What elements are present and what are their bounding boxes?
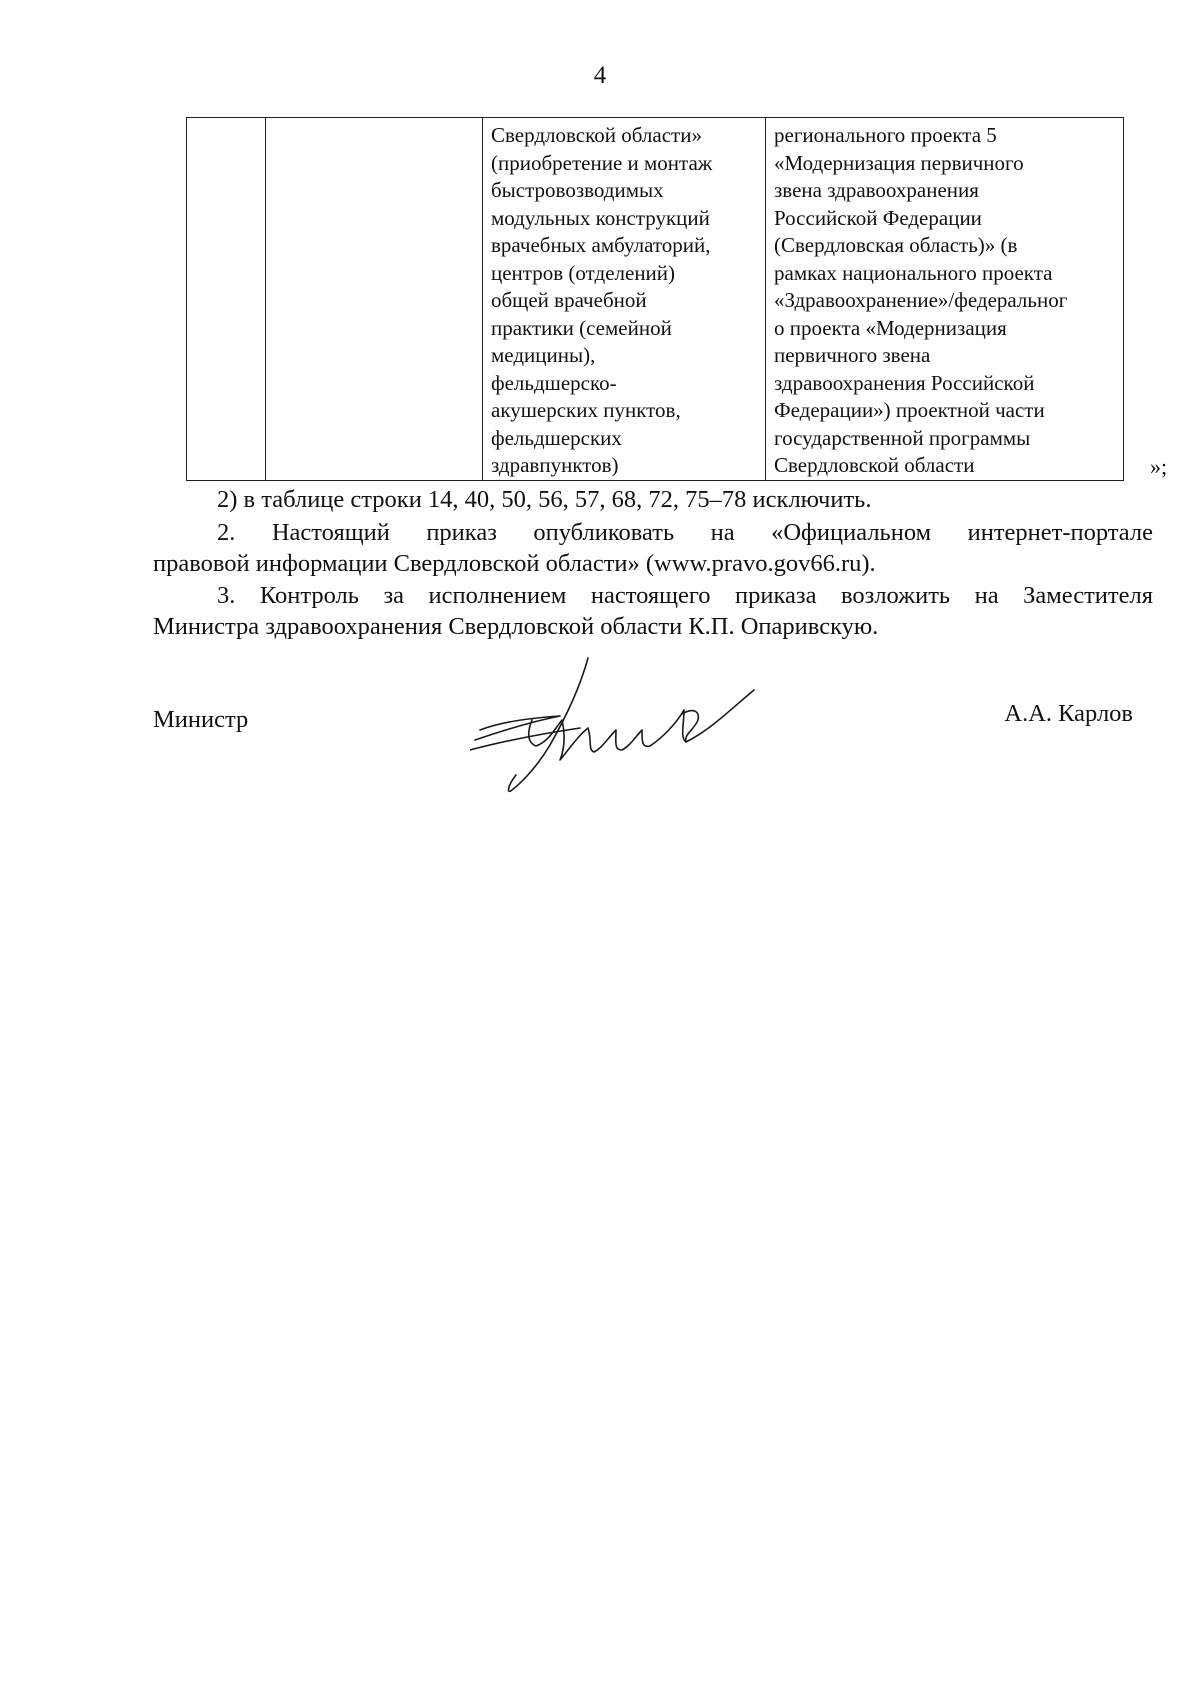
signatory-name: А.А. Карлов bbox=[1004, 700, 1133, 727]
cell-line: «Модернизация первичного bbox=[774, 150, 1024, 175]
cell-line: здравоохранения Российской bbox=[774, 370, 1035, 395]
paragraph-publish-line-2: правовой информации Свердловской области» (www.pravo.gov66.ru). bbox=[153, 550, 876, 577]
table-cell-4 bbox=[766, 118, 1124, 481]
document-table bbox=[186, 117, 1124, 481]
page-number: 4 bbox=[593, 62, 607, 89]
cell-line: быстровозводимых bbox=[491, 178, 664, 202]
cell-line: (приобретение и монтаж bbox=[491, 150, 713, 175]
cell-line: медицины), bbox=[491, 343, 596, 367]
cell-line: модульных конструкций bbox=[491, 205, 710, 230]
cell-line: «Здравоохранение»/федеральног bbox=[774, 288, 1068, 312]
cell-line: акушерских пунктов, bbox=[491, 398, 681, 422]
cell-line: о проекта «Модернизация bbox=[774, 315, 1007, 340]
cell-line: общей врачебной bbox=[491, 288, 647, 312]
cell-line: фельдшерских bbox=[491, 425, 622, 450]
cell-line: рамках национального проекта bbox=[774, 260, 1053, 285]
handwritten-signature bbox=[470, 650, 760, 800]
cell-line: звена здравоохранения bbox=[774, 178, 979, 202]
cell-line: Свердловской области bbox=[774, 453, 975, 477]
cell-line: здравпунктов) bbox=[491, 453, 619, 477]
paragraph-control-line-2: Министра здравоохранения Свердловской области К.П. Опаривскую. bbox=[153, 613, 879, 640]
cell-line: практики (семейной bbox=[491, 315, 672, 340]
cell-line: государственной программы bbox=[774, 425, 1031, 450]
table-cell-1 bbox=[187, 118, 266, 481]
signatory-title: Министр bbox=[153, 706, 249, 733]
cell-line: Российской Федерации bbox=[774, 205, 982, 230]
paragraph-exclusion: 2) в таблице строки 14, 40, 50, 56, 57, 68, 72, 75–78 исключить. bbox=[217, 486, 872, 513]
paragraph-publish-line-1: 2. Настоящий приказ опубликовать на «Официальном интернет-портале bbox=[217, 519, 1153, 546]
cell-line: центров (отделений) bbox=[491, 260, 676, 285]
cell-line: (Свердловская область)» (в bbox=[774, 233, 1018, 257]
cell-line: врачебных амбулаторий, bbox=[491, 233, 711, 257]
cell-line: Федерации») проектной части bbox=[774, 398, 1045, 422]
table-row bbox=[187, 118, 1124, 481]
table-closing-mark: »; bbox=[1150, 454, 1168, 479]
cell-line: первичного звена bbox=[774, 343, 931, 367]
cell-line: регионального проекта 5 bbox=[774, 123, 997, 147]
table-cell-3 bbox=[483, 118, 766, 481]
cell-line: Свердловской области» bbox=[491, 123, 702, 147]
table-cell-2 bbox=[266, 118, 483, 481]
cell-line: фельдшерско- bbox=[491, 370, 617, 395]
paragraph-control-line-1: 3. Контроль за исполнением настоящего приказа возложить на Заместителя bbox=[217, 582, 1153, 609]
